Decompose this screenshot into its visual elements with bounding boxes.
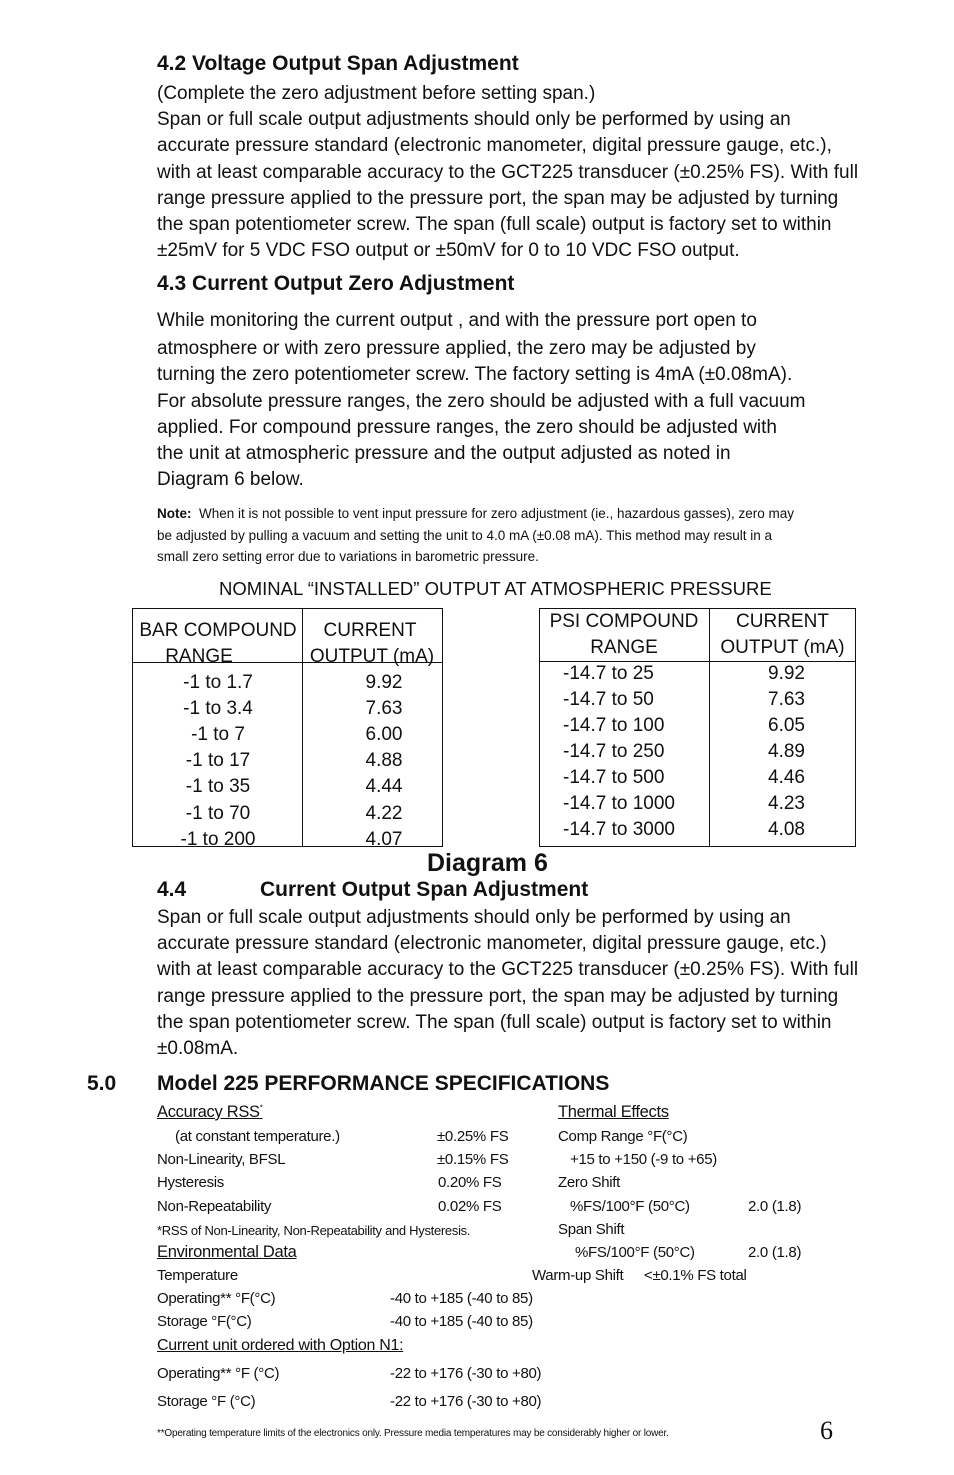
column-header: OUTPUT (mA)	[720, 637, 845, 658]
spec-value: -22 to +176 (-30 to +80)	[390, 1393, 542, 1410]
spec-label: Warm-up Shift	[532, 1267, 624, 1284]
spec-value: -40 to +185 (-40 to 85)	[390, 1290, 533, 1307]
body-line: range pressure applied to the pressure port, the span may be adjusted by turning	[157, 187, 839, 209]
column-header: OUTPUT (mA)	[309, 646, 435, 667]
spec-label: Hysteresis	[157, 1174, 225, 1191]
column-divider	[302, 608, 303, 847]
spec-value: ±0.15% FS	[437, 1151, 509, 1168]
spec-label: Storage °F (°C)	[157, 1393, 256, 1410]
environmental-label: Environmental Data	[157, 1243, 297, 1261]
spec-value: 0.02% FS	[438, 1198, 502, 1215]
spec-value: 0.20% FS	[438, 1174, 502, 1191]
table-cell: 4.23	[768, 793, 805, 814]
spec-value: 2.0 (1.8)	[748, 1198, 802, 1215]
body-line: atmosphere or with zero pressure applied, the zero may be adjusted by	[157, 338, 756, 360]
table-cell: -1 to 3.4	[183, 698, 253, 719]
note-line: be adjusted by pulling a vacuum and setting the unit to 4.0 mA (±0.08 mA). This method may result in a	[157, 527, 772, 543]
body-line: While monitoring the current output , and with the pressure port open to	[157, 310, 757, 331]
body-line: ±25mV for 5 VDC FSO output or ±50mV for 0 to 10 VDC FSO output.	[157, 240, 740, 262]
spec-label: %FS/100°F (50°C)	[575, 1244, 695, 1261]
section-4-3-body	[157, 308, 805, 493]
table-cell: 4.88	[365, 750, 403, 771]
spec-label: Temperature	[157, 1267, 238, 1284]
body-line: with at least comparable accuracy to the GCT225 transducer (±0.25% FS). With full	[157, 161, 859, 183]
spec-value: ±0.25% FS	[437, 1128, 509, 1145]
table-cell: -1 to 70	[185, 803, 251, 824]
body-line: For absolute pressure ranges, the zero should be adjusted with a full vacuum	[157, 390, 806, 412]
body-line: Span or full scale output adjustments should only be performed by using an	[157, 907, 791, 928]
body-line: the span potentiometer screw. The span (full scale) output is factory set to within	[157, 1011, 832, 1033]
column-header: PSI COMPOUND	[549, 611, 699, 632]
spec-value: -22 to +176 (-30 to +80)	[390, 1365, 542, 1382]
spec-value: <±0.1% FS total	[644, 1267, 747, 1284]
body-line: the span potentiometer screw. The span (full scale) output is factory set to within	[157, 214, 832, 236]
rss-note: *RSS of Non-Linearity, Non-Repeatability and Hysteresis.	[157, 1223, 471, 1238]
spec-label: Comp Range °F(°C)	[558, 1128, 688, 1145]
thermal-effects-label: Thermal Effects	[558, 1103, 669, 1121]
column-header: CURRENT	[736, 611, 829, 632]
diagram-label: Diagram 6	[427, 849, 548, 877]
table-cell: -1 to 7	[191, 724, 245, 745]
spec-value: -40 to +185 (-40 to 85)	[390, 1313, 533, 1330]
column-header: RANGE	[590, 637, 658, 658]
table-cell: 7.63	[768, 689, 805, 710]
section-4-3-heading: 4.3 Current Output Zero Adjustment	[157, 272, 515, 295]
table-cell: 4.08	[768, 819, 805, 840]
body-line: with at least comparable accuracy to the GCT225 transducer (±0.25% FS). With full	[157, 959, 859, 981]
table-cell: 4.44	[365, 776, 403, 797]
body-line: ±0.08mA.	[157, 1038, 239, 1060]
note	[157, 503, 794, 568]
table-cell: 4.22	[365, 803, 403, 824]
body-line: Diagram 6 below.	[157, 469, 304, 491]
table-cell: -14.7 to 1000	[563, 793, 675, 814]
spec-value: +15 to +150 (-9 to +65)	[570, 1151, 717, 1168]
table-cell: -14.7 to 25	[563, 663, 654, 684]
body-line: range pressure applied to the pressure port, the span may be adjusted by turning	[157, 985, 839, 1007]
note-line: small zero setting error due to variations in barometric pressure.	[157, 549, 539, 564]
option-n1-label: Current unit ordered with Option N1:	[157, 1337, 404, 1354]
table-cell: 4.46	[768, 767, 805, 788]
table-cell: 9.92	[365, 672, 403, 693]
spec-label: Non-Repeatability	[157, 1198, 272, 1215]
section-4-2-heading: 4.2 Voltage Output Span Adjustment	[157, 52, 519, 75]
column-header: CURRENT	[323, 620, 417, 641]
body-line: Span or full scale output adjustments should only be performed by using an	[157, 109, 791, 131]
section-4-4-number: 4.4	[157, 878, 187, 901]
spec-label: (at constant temperature.)	[175, 1128, 340, 1145]
body-line: accurate pressure standard (electronic manometer, digital pressure gauge, etc.),	[157, 135, 832, 157]
spec-label: Non-Linearity, BFSL	[157, 1151, 286, 1168]
section-4-4-body	[157, 905, 858, 1062]
table-cell: -14.7 to 100	[563, 715, 665, 736]
table-cell: -14.7 to 250	[563, 741, 665, 762]
note-line: When it is not possible to vent input pressure for zero adjustment (ie., hazardous gasses), zero may	[199, 506, 795, 521]
body-line: accurate pressure standard (electronic manometer, digital pressure gauge, etc.)	[157, 933, 827, 955]
table-cell: -14.7 to 50	[563, 689, 654, 710]
table-cell: -1 to 1.7	[183, 672, 253, 693]
spec-label: Operating** °F(°C)	[157, 1290, 276, 1307]
table-cell: 4.07	[365, 829, 403, 846]
spec-label: Operating** °F (°C)	[157, 1365, 280, 1382]
note-label: Note:	[157, 506, 192, 521]
section-4-4-heading: Current Output Span Adjustment	[260, 878, 589, 901]
table-cell: -1 to 17	[185, 750, 251, 771]
body-line: turning the zero potentiometer screw. The factory setting is 4mA (±0.08mA).	[157, 364, 793, 386]
footnote: **Operating temperature limits of the electronics only. Pressure media temperatures may be considerably higher or lower.	[157, 1428, 669, 1439]
table-title: NOMINAL “INSTALLED” OUTPUT AT ATMOSPHERIC PRESSURE	[219, 578, 772, 599]
page-number: 6	[820, 1416, 833, 1445]
spec-label: Zero Shift	[558, 1174, 621, 1191]
body-line: applied. For compound pressure ranges, the zero should be adjusted with	[157, 416, 777, 438]
column-divider	[709, 608, 710, 847]
table-cell: 4.89	[768, 741, 805, 762]
column-header: BAR COMPOUND	[139, 620, 297, 641]
table-cell: -1 to 200	[180, 829, 256, 846]
table-cell: 6.00	[365, 724, 403, 745]
spec-label: Span Shift	[558, 1221, 625, 1238]
table-cell: -14.7 to 3000	[563, 819, 675, 840]
body-line: (Complete the zero adjustment before setting span.)	[157, 83, 596, 104]
section-5-0-number: 5.0	[87, 1072, 117, 1095]
table-cell: 9.92	[768, 663, 805, 684]
table-cell: -1 to 35	[185, 776, 251, 797]
column-header: RANGE	[165, 646, 233, 667]
spec-value: 2.0 (1.8)	[748, 1244, 802, 1261]
table-cell: 7.63	[365, 698, 403, 719]
table-cell: 6.05	[768, 715, 805, 736]
accuracy-label: Accuracy RSS*	[157, 1103, 263, 1121]
section-5-0-heading: Model 225 PERFORMANCE SPECIFICATIONS	[157, 1072, 610, 1095]
spec-label: %FS/100°F (50°C)	[570, 1198, 690, 1215]
table-cell: -14.7 to 500	[563, 767, 665, 788]
body-line: the unit at atmospheric pressure and the output adjusted as noted in	[157, 443, 731, 465]
spec-label: Storage °F(°C)	[157, 1313, 252, 1330]
section-4-2-body	[157, 81, 858, 264]
